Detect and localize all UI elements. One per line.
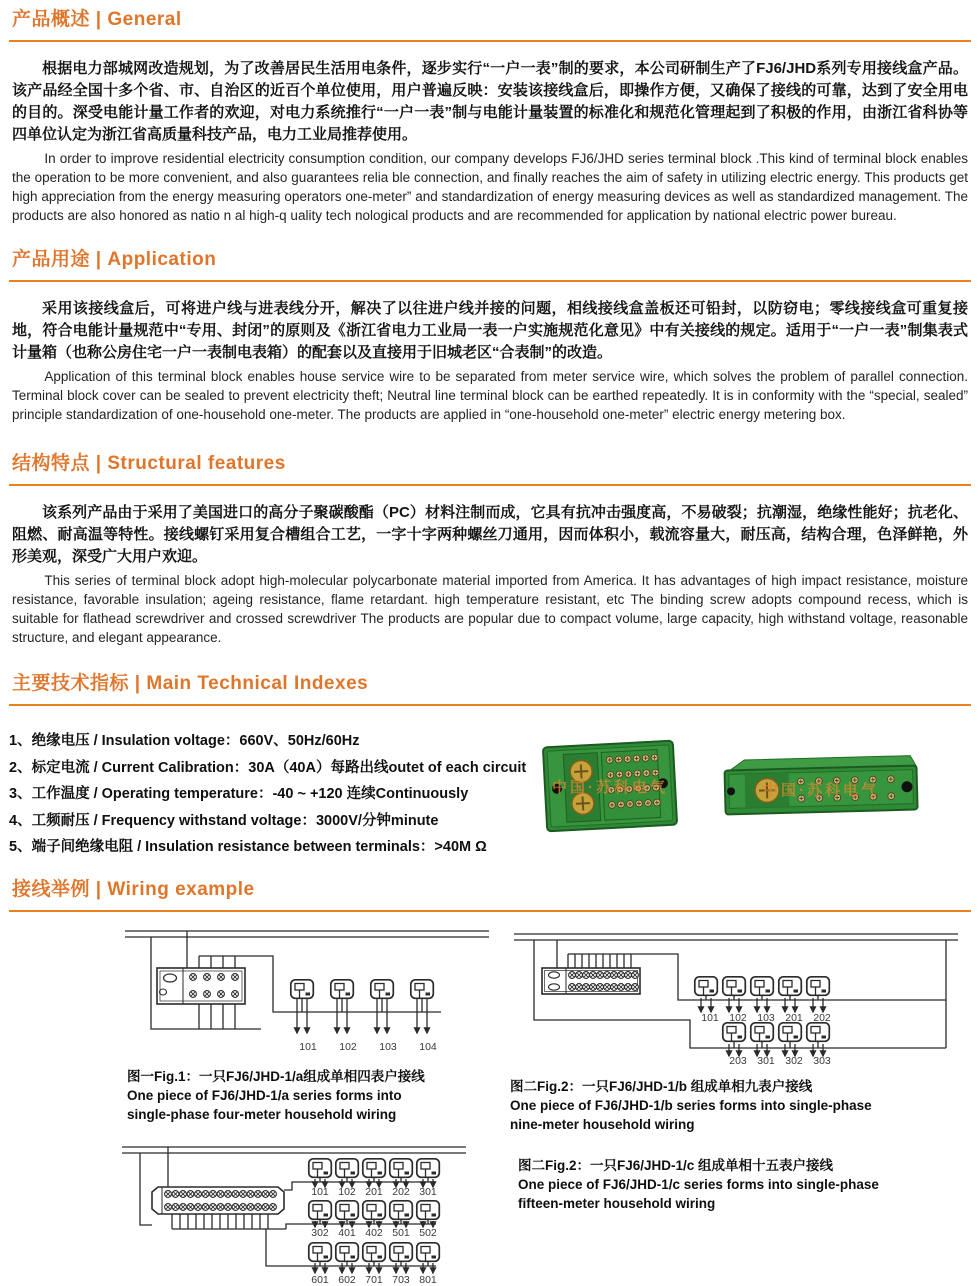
meter-label: 302 (311, 1227, 329, 1239)
section-wiring-heading: 接线举例 | Wiring example (9, 878, 971, 912)
meter-label: 401 (338, 1227, 356, 1239)
meter-label: 703 (392, 1274, 410, 1286)
general-paragraph-cn: 根据电力部城网改造规划，为了改善居民生活用电条件，逐步实行“一户一表”制的要求，本公司研制生产了FJ6/JHD系列专用接线盒产品。该产品经全国十多个省、市、自治区的近百个单位使用，用户普遍反映：安装该接线盒后，即操作方便，又确保了接线的可靠，达到了安全用电的目的。深受电能计量工作者的欢迎，对电力系统推行“一户一表”制与电能计量装置的标准化和规范化管理起到了积极的作用，由浙江省科协等四单位认定为浙江省高质量科技产品，电力工业局推荐使用。 (12, 60, 968, 143)
meter-label: 202 (392, 1186, 410, 1198)
fig3-caption-cn: 图二Fig.2：一只FJ6/JHD-1/c 组成单相十五表户接线 (518, 1158, 834, 1173)
meter-label: 103 (757, 1012, 775, 1024)
section-technical (9, 672, 971, 861)
fig1-caption-en2: single-phase four-meter household wiring (127, 1107, 397, 1122)
fig1-caption (9, 1067, 506, 1124)
structural-paragraph-en: This series of terminal block adopt high-molecular polycarbonate material imported from America. It has advantages of high impact resistance, moisture resistance, favorable insulation; ageing resistance, flame retardant. high temperature resistant, etc The binding screw adopts compound recess, which is suitable for flathead screwdriver and crossed screwdriver The products are popular due to compact volume, large capacity, high withstand voltage, reasonable structure, and elegant appearance. (12, 573, 968, 645)
fig3-caption-en2: fifteen-meter household wiring (518, 1196, 716, 1211)
fig2-caption (506, 1077, 971, 1134)
meter-label: 202 (813, 1012, 831, 1024)
meter-label: 602 (338, 1274, 356, 1286)
fig3-wiring-diagram (106, 1134, 508, 1286)
fig2-caption-cn: 图二Fig.2：一只FJ6/JHD-1/b 组成单相九表户接线 (510, 1079, 813, 1094)
meter-label: 104 (419, 1041, 437, 1053)
section-general (9, 8, 971, 225)
section-structural (9, 452, 971, 647)
watermark-text: 中国·苏科电气 (763, 782, 879, 799)
meter-label: 303 (813, 1055, 831, 1067)
meter-label: 301 (419, 1186, 437, 1198)
fig2-caption-en1: One piece of FJ6/JHD-1/b series forms into single-phase (510, 1098, 872, 1113)
product-photos (535, 728, 971, 861)
meter-label: 601 (311, 1274, 329, 1286)
figure-2 (506, 924, 971, 1134)
meter-label: 501 (392, 1227, 410, 1239)
fig1-wiring-diagram (111, 924, 503, 1056)
technical-index-list (9, 728, 535, 861)
meter-label: 101 (299, 1041, 317, 1053)
application-paragraph-cn: 采用该接线盒后，可将进户线与进表线分开，解决了以往进户线并接的问题，相线接线盒盖板还可铅封，以防窃电；零线接线盒可重复接地，符合电能计量规范中“专用、封闭”的原则及《浙江省电力工业局一表一户实施规范化意见》中有关接线的规定。适用于“一户一表”制集表式计量箱（也称公房住宅一户一表制电表箱）的配套以及直接用于旧城老区“合表制”的改造。 (12, 300, 968, 361)
fig2-wiring-diagram (506, 924, 966, 1066)
fig1-caption-cn: 图一Fig.1：一只FJ6/JHD-1/a组成单相四表户接线 (127, 1069, 425, 1084)
watermark-text: 中国·苏科电气 (552, 779, 668, 796)
figure-3 (9, 1134, 971, 1286)
meter-label: 101 (701, 1012, 719, 1024)
meter-label: 701 (365, 1274, 383, 1286)
meter-label: 101 (311, 1186, 329, 1198)
meter-label: 102 (338, 1186, 356, 1198)
fig1-caption-en1: One piece of FJ6/JHD-1/a series forms into (127, 1088, 402, 1103)
meter-label: 103 (379, 1041, 397, 1053)
tech-item-3: 3、工作温度 / Operating temperature：-40 ~ +120 连续Continuously (9, 786, 469, 802)
tech-item-1: 1、绝缘电压 / Insulation voltage：660V、50Hz/60Hz (9, 733, 360, 749)
section-general-heading: 产品概述 | General (9, 8, 971, 42)
product-photo-terminal-block-side (719, 752, 924, 824)
meter-label: 402 (365, 1227, 383, 1239)
structural-paragraph-cn: 该系列产品由于采用了美国进口的高分子聚碳酸酯（PC）材料注制而成，它具有抗冲击强度高，不易破裂；抗潮湿，绝缘性能好；抗老化、阻燃、耐高温等特性。接线螺钉采用复合槽组合工艺，一字十字两种螺丝刀通用，因而体积小，载流容量大，耐压高，结构合理，色泽鲜艳，外形美观，深受广大用户欢迎。 (12, 504, 968, 565)
section-application (9, 248, 971, 424)
meter-label: 201 (365, 1186, 383, 1198)
meter-label: 302 (785, 1055, 803, 1067)
section-structural-heading: 结构特点 | Structural features (9, 452, 971, 486)
product-photo-terminal-block-front (535, 734, 685, 838)
application-paragraph-en: Application of this terminal block enables house service wire to be separated from meter service wire, which solves the problem of parallel connection. Terminal block cover can be sealed to prevent electricity theft; Neutral line terminal block can be earthed repeatedly. It is in conformity with the “special, sealed” principle standardization of one-household one-meter. The products are applied in “one-household one-meter” electric energy metering box. (12, 369, 968, 422)
meter-label: 502 (419, 1227, 437, 1239)
general-paragraph-en: In order to improve residential electricity consumption condition, our company develops FJ6/JHD series terminal block .This kind of terminal block enables the operation to be more convenient, and also guarantees relia ble connection, and finally reaches the aim of safety in utilizing electric energy. This products get high appreciation from the energy measuring operators one-meter” and standardization of energy measuring devices as well as standardized management. The products are also honored as natio n al high-q uality tech nological products and are recommended for application by national electric power bureau. (12, 151, 968, 223)
figure-1 (9, 924, 506, 1134)
fig3-caption-en1: One piece of FJ6/JHD-1/c series forms into single-phase (518, 1177, 879, 1192)
meter-label: 102 (729, 1012, 747, 1024)
meter-label: 201 (785, 1012, 803, 1024)
fig2-caption-en2: nine-meter household wiring (510, 1117, 695, 1132)
fig3-caption (518, 1156, 879, 1286)
meter-label: 203 (729, 1055, 747, 1067)
section-application-heading: 产品用途 | Application (9, 248, 971, 282)
section-wiring (9, 878, 971, 1286)
meter-label: 301 (757, 1055, 775, 1067)
section-technical-heading: 主要技术指标 | Main Technical Indexes (9, 672, 971, 706)
meter-label: 102 (339, 1041, 357, 1053)
tech-item-4: 4、工频耐压 / Frequency withstand voltage：3000V/分钟minute (9, 812, 439, 829)
tech-item-5: 5、端子间绝缘电阻 / Insulation resistance between terminals：>40M Ω (9, 839, 487, 855)
meter-label: 801 (419, 1274, 437, 1286)
tech-item-2: 2、标定电流 / Current Calibration：30A（40A）每路出线outet of each circuit (9, 759, 527, 776)
